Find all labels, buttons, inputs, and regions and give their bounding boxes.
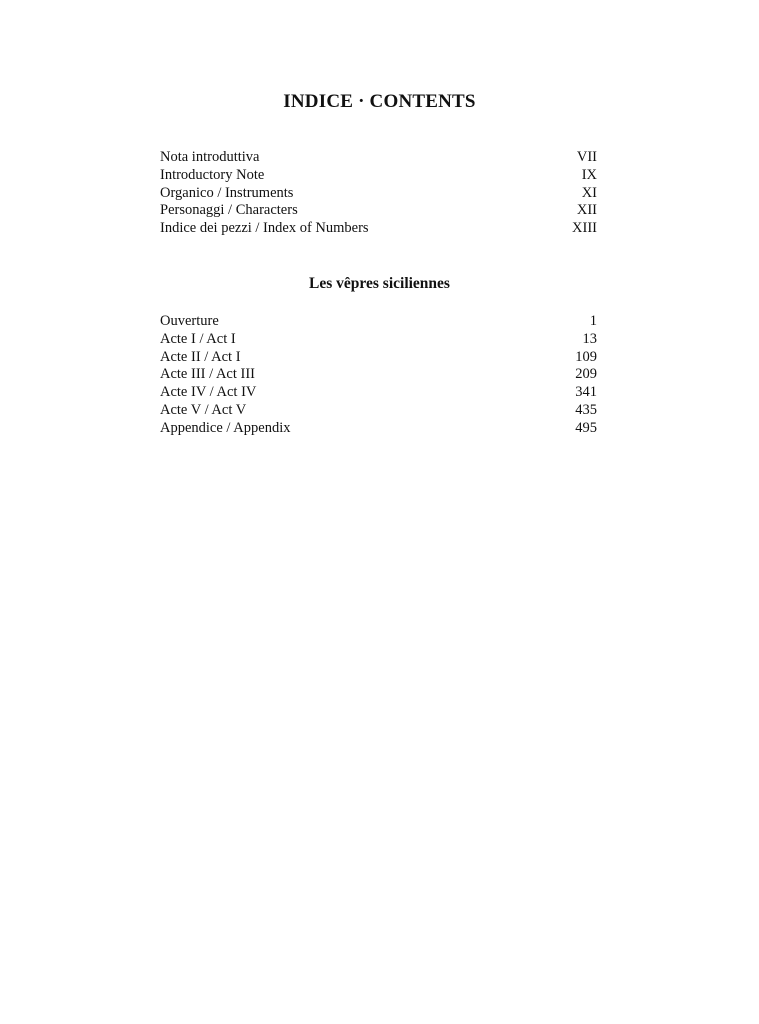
toc-entry-appendice[interactable] (160, 420, 597, 438)
toc-entry-label: Acte IV / Act IV (160, 384, 257, 401)
toc-entry-nota-introduttiva[interactable] (160, 149, 597, 167)
toc-entry-label: Organico / Instruments (160, 184, 294, 201)
toc-entry-label: Introductory Note (160, 166, 265, 183)
toc-entry-ouverture[interactable] (160, 313, 597, 331)
toc-entry-personaggi[interactable] (160, 202, 597, 220)
toc-entry-label: Appendice / Appendix (160, 419, 291, 436)
front-matter-list (160, 149, 597, 238)
toc-entry-label: Acte V / Act V (160, 401, 247, 418)
toc-entry-page-number: 13 (582, 330, 597, 347)
toc-entry-page-number: XII (576, 202, 597, 219)
toc-entry-label: Indice dei pezzi / Index of Numbers (160, 220, 369, 237)
toc-entry-page-number: XI (581, 184, 597, 201)
toc-entry-page-number: 435 (575, 401, 597, 418)
toc-entry-label: Personaggi / Characters (160, 202, 298, 219)
toc-entry-label: Nota introduttiva (160, 149, 260, 165)
toc-entry-introductory-note[interactable] (160, 167, 597, 185)
opera-contents-list (160, 313, 597, 438)
opera-title: Les vêpres siciliennes (309, 275, 450, 292)
toc-entry-page-number: 1 (589, 313, 597, 329)
toc-entry-indice-dei-pezzi[interactable] (160, 220, 597, 238)
toc-entry-acte-5[interactable] (160, 402, 597, 420)
toc-entry-label: Acte II / Act I (160, 348, 241, 365)
toc-entry-page-number: 209 (575, 366, 597, 383)
toc-entry-acte-1[interactable] (160, 331, 597, 349)
toc-entry-page-number: IX (581, 166, 597, 183)
toc-entry-label: Ouverture (160, 313, 219, 329)
toc-entry-label: Acte III / Act III (160, 366, 256, 383)
toc-entry-acte-2[interactable] (160, 349, 597, 367)
toc-entry-page-number: 109 (575, 348, 597, 365)
toc-entry-page-number: VII (576, 149, 597, 165)
toc-entry-acte-3[interactable] (160, 366, 597, 384)
toc-entry-page-number: XIII (572, 220, 597, 237)
page-title: INDICE · CONTENTS (283, 91, 476, 112)
toc-entry-page-number: 341 (575, 384, 597, 401)
toc-entry-label: Acte I / Act I (160, 330, 236, 347)
toc-entry-acte-4[interactable] (160, 384, 597, 402)
toc-entry-organico[interactable] (160, 185, 597, 203)
toc-entry-page-number: 495 (575, 419, 597, 436)
